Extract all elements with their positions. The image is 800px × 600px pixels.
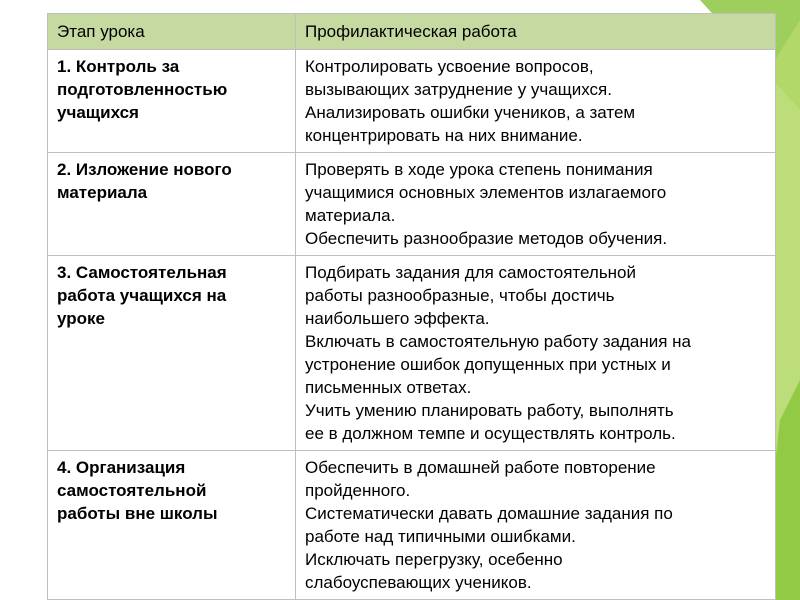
- table-row: [48, 50, 776, 153]
- stage-cell: [48, 256, 296, 451]
- stage-text: 1. Контроль за подготовленностью учащихся: [57, 57, 228, 122]
- table-row: [48, 256, 776, 451]
- work-cell: [296, 451, 776, 600]
- table-header-row: [48, 14, 776, 50]
- green-shape-right-stripe: [775, 20, 800, 600]
- work-text: Контролировать усвоение вопросов, вызывающих затруднение у учащихся. Анализировать ошибки учеников, а затем концентрировать на них внимание.: [305, 57, 636, 145]
- work-text: Обеспечить в домашней работе повторение пройденного. Систематически давать домашние задания по работе над типичными ошибками. Исключать перегрузку, осебенно слабоуспевающих учеников.: [305, 458, 673, 592]
- stage-cell: [48, 451, 296, 600]
- work-cell: [296, 256, 776, 451]
- work-cell: [296, 50, 776, 153]
- stage-cell: [48, 153, 296, 256]
- stage-text: 2. Изложение нового материала: [57, 160, 232, 202]
- stage-text: 4. Организация самостоятельной работы вне школы: [57, 458, 218, 523]
- work-cell: [296, 153, 776, 256]
- header-work: Профилактическая работа: [296, 14, 776, 50]
- lesson-prevention-table: [47, 13, 776, 600]
- table-row: [48, 451, 776, 600]
- work-text: Проверять в ходе урока степень понимания учащимися основных элементов излагаемого материала. Обеспечить разнообразие методов обучения.: [305, 160, 668, 248]
- stage-cell: [48, 50, 296, 153]
- lesson-table-container: [47, 13, 775, 591]
- work-text: Подбирать задания для самостоятельной работы разнообразные, чтобы достичь наибольшего эффекта. Включать в самостоятельную работу задания на устронение ошибок допущенных при устных и письменных ответах. Учить умению планировать работу, выполнять ее в должном темпе и осуществлять контроль.: [305, 263, 692, 443]
- header-stage: Этап урока: [48, 14, 296, 50]
- table-row: [48, 153, 776, 256]
- stage-text: 3. Самостоятельная работа учащихся на уроке: [57, 263, 227, 328]
